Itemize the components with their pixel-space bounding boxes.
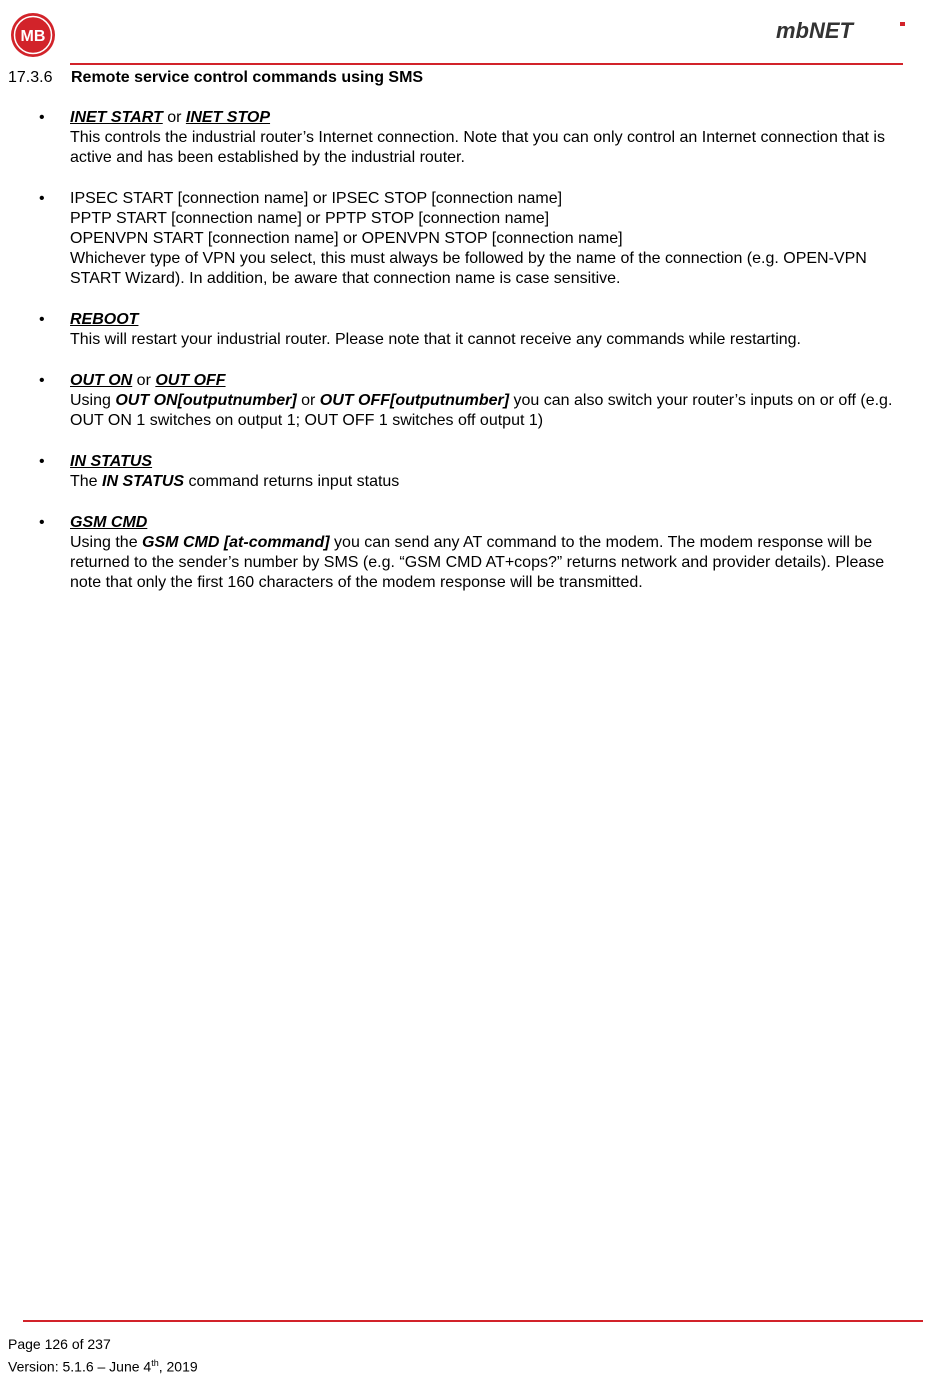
list-item bbox=[39, 371, 910, 431]
description-text: Using bbox=[70, 392, 116, 409]
item-description bbox=[70, 533, 910, 593]
mb-logo-text: MB bbox=[20, 28, 46, 45]
command-keyword-inline: OUT ON[outputnumber] bbox=[115, 392, 297, 409]
bullet-icon: • bbox=[39, 190, 45, 207]
version-info bbox=[8, 1354, 198, 1377]
command-keyword: INET START bbox=[70, 109, 163, 126]
description-text: you can also switch your router’s inputs on or off (e.g. OUT ON 1 switches on output 1; OUT OFF 1 switches off output 1) bbox=[70, 392, 897, 429]
mb-logo bbox=[10, 12, 56, 58]
description-text: The bbox=[70, 473, 103, 490]
item-description: Whichever type of VPN you select, this must always be followed by the name of the connection (e.g. OPEN-VPN START Wizard). In addition, be aware that connection name is case sensitive. bbox=[70, 250, 867, 287]
description-text: Using the bbox=[70, 534, 143, 551]
command-keyword-inline: GSM CMD [at-command] bbox=[142, 534, 330, 551]
command-keyword: INET STOP bbox=[185, 109, 271, 126]
command-keyword: OUT ON bbox=[70, 372, 133, 389]
separator-text: or bbox=[132, 372, 156, 389]
page-footer bbox=[8, 1335, 198, 1377]
item-description: This controls the industrial router’s Internet connection. Note that you can only control an Internet connection that is active and has been established by the industrial router. bbox=[70, 129, 885, 166]
command-keyword-inline: OUT OFF[outputnumber] bbox=[319, 392, 510, 409]
command-keyword: OUT OFF bbox=[155, 372, 226, 389]
description-text: or bbox=[296, 392, 320, 409]
mbnet-logo bbox=[776, 18, 910, 44]
item-description: This will restart your industrial router. Please note that it cannot receive any commands while restarting. bbox=[70, 331, 801, 348]
section-number: 17.3.6 bbox=[8, 69, 53, 86]
command-line: OPENVPN START [connection name] or OPENVPN STOP [connection name] bbox=[70, 230, 623, 247]
list-item bbox=[39, 310, 910, 350]
item-description bbox=[70, 391, 910, 431]
command-line: IPSEC START [connection name] or IPSEC STOP [connection name] bbox=[70, 190, 563, 207]
bullet-icon: • bbox=[39, 311, 45, 328]
section-heading bbox=[8, 68, 423, 88]
bullet-icon: • bbox=[39, 453, 45, 470]
description-text: you can send any AT command to the modem. The modem response will be returned to the sender’s number by SMS (e.g. “GSM CMD AT+cops?” returns network and provider details). Please note that only the first 160 characters of the modem response will be transmitted. bbox=[70, 534, 889, 591]
list-item bbox=[39, 189, 910, 289]
bullet-icon: • bbox=[39, 514, 45, 531]
mbnet-logo-text: mbNET bbox=[776, 18, 853, 43]
bullet-icon: • bbox=[39, 372, 45, 389]
command-line: PPTP START [connection name] or PPTP STOP [connection name] bbox=[70, 210, 550, 227]
command-keyword: REBOOT bbox=[70, 311, 139, 328]
command-keyword: IN STATUS bbox=[70, 453, 153, 470]
header-rule bbox=[70, 63, 903, 65]
version-date: , 2019 bbox=[158, 1358, 198, 1375]
command-list bbox=[39, 108, 910, 614]
list-item bbox=[39, 452, 910, 492]
item-description bbox=[70, 472, 910, 492]
list-item bbox=[39, 108, 910, 168]
section-title: Remote service control commands using SMS bbox=[71, 69, 424, 86]
list-item bbox=[39, 513, 910, 593]
description-text: command returns input status bbox=[184, 473, 400, 490]
version-superscript: th bbox=[151, 1358, 159, 1368]
separator-text: or bbox=[162, 109, 186, 126]
bullet-icon: • bbox=[39, 109, 45, 126]
version-text: Version: 5.1.6 – June 4 bbox=[8, 1358, 152, 1375]
page-number: Page 126 of 237 bbox=[8, 1336, 111, 1352]
command-keyword-inline: IN STATUS bbox=[102, 473, 185, 490]
footer-rule bbox=[23, 1320, 923, 1322]
command-keyword: GSM CMD bbox=[70, 514, 148, 531]
